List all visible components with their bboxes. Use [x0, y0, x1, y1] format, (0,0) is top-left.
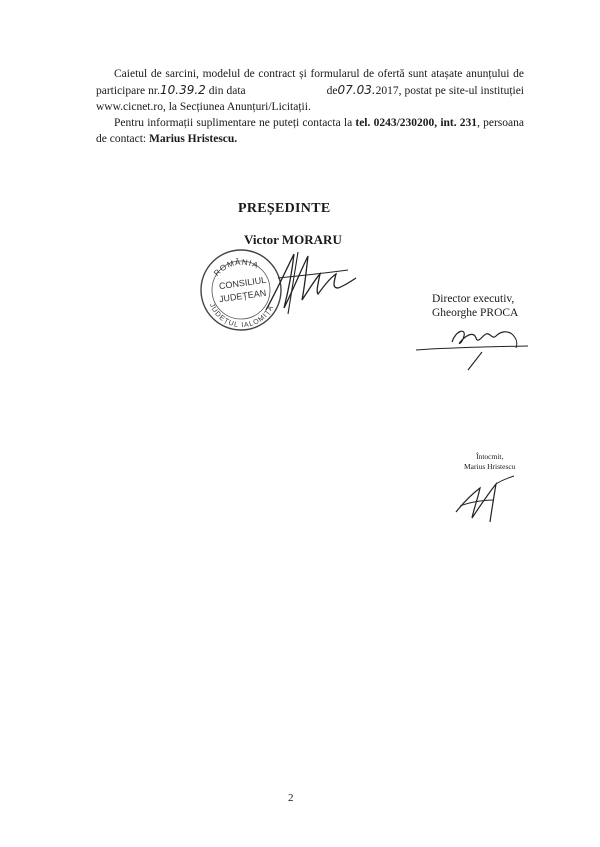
- paragraph-documents: [96, 66, 524, 115]
- president-title: PREȘEDINTE: [238, 201, 331, 216]
- svg-text:JUDEȚEAN: JUDEȚEAN: [218, 287, 267, 305]
- paragraph-documents-text-c: de: [326, 85, 338, 97]
- handwritten-announcement-number: 10.39.2: [159, 83, 206, 97]
- page-number: 2: [288, 792, 294, 804]
- paragraph-documents-text-d: 2017, postat pe site-ul instituției www.cicnet.ro, la Secțiunea Anunțuri/Licitații.: [96, 85, 525, 113]
- paragraph-contact: [96, 115, 524, 147]
- svg-text:CONSILIUL: CONSILIUL: [218, 274, 267, 292]
- director-name: Gheorghe PROCA: [432, 307, 519, 319]
- paragraph-documents-text-a: Caietul de sarcini, modelul de contract și formularul de ofertă sunt atașate anunțului de participare nr.: [96, 68, 524, 97]
- paragraph-documents-text-b: din data: [205, 85, 249, 97]
- president-name: Victor MORARU: [244, 232, 342, 247]
- contact-person: Marius Hristescu.: [149, 133, 238, 145]
- president-signature: [258, 248, 358, 318]
- handwritten-date: 07.03.: [337, 83, 376, 97]
- svg-text:JUDEȚUL IALOMIȚA: JUDEȚUL IALOMIȚA: [207, 302, 276, 330]
- prepared-by-block: [464, 452, 515, 472]
- director-role: Director executiv,: [432, 293, 515, 305]
- director-signature: [412, 322, 532, 372]
- svg-text:ROMÂNIA: ROMÂNIA: [212, 257, 261, 278]
- paragraph-contact-text-a: Pentru informații suplimentare ne puteți contacta la: [114, 117, 356, 129]
- contact-phone: tel. 0243/230200, int. 231: [355, 117, 478, 129]
- paragraph-contact-text-b: , persoana de contact:: [96, 117, 524, 145]
- director-block: [432, 292, 518, 320]
- prepared-by-label: Întocmit,: [476, 452, 504, 461]
- prepared-by-name: Marius Hristescu: [464, 462, 516, 471]
- prepared-by-signature: [450, 472, 530, 527]
